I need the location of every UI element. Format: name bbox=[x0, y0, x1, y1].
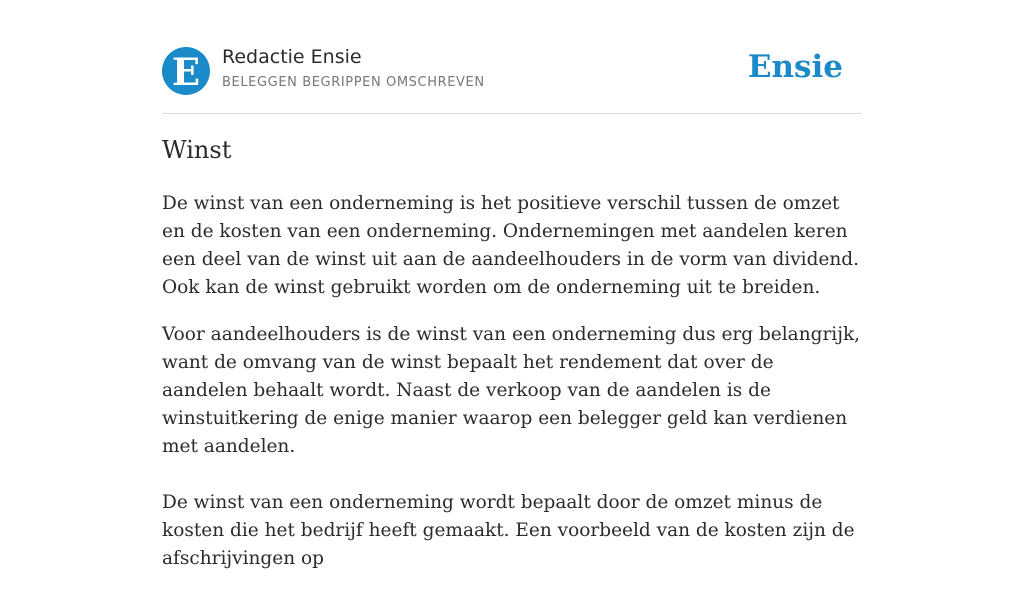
article-paragraph: Voor aandeelhouders is de winst van een onderneming dus erg belangrijk, want de omvang van de winst bepaalt het rendement dat over de aandelen behaalt wordt. Naast de verkoop van de aandelen is de winstuitkering de enige manier waarop een belegger geld kan verdienen met aandelen. bbox=[162, 324, 861, 457]
author-avatar[interactable] bbox=[162, 47, 210, 95]
ensie-logo[interactable]: Ensie bbox=[747, 49, 843, 85]
article-paragraph: De winst van een onderneming is het positieve verschil tussen de omzet en de kosten van een onderneming. Ondernemingen met aandelen keren een deel van de winst uit aan de aandeelhouders in de vorm van dividend. Ook kan de winst gebruikt worden om de onderneming uit te breiden. bbox=[162, 193, 860, 298]
article-paragraph: De winst van een onderneming wordt bepaalt door de omzet minus de kosten die het bedrijf heeft gemaakt. Een voorbeeld van de kosten zijn de afschrijvingen op bbox=[162, 492, 855, 569]
article-title: Winst bbox=[162, 136, 232, 164]
author-name[interactable]: Redactie Ensie bbox=[222, 46, 362, 68]
article-body bbox=[162, 190, 862, 592]
author-tagline: BELEGGEN BEGRIPPEN OMSCHREVEN bbox=[222, 75, 485, 90]
avatar-letter: E bbox=[171, 49, 201, 94]
article-header bbox=[162, 0, 862, 114]
article-card bbox=[162, 0, 862, 569]
